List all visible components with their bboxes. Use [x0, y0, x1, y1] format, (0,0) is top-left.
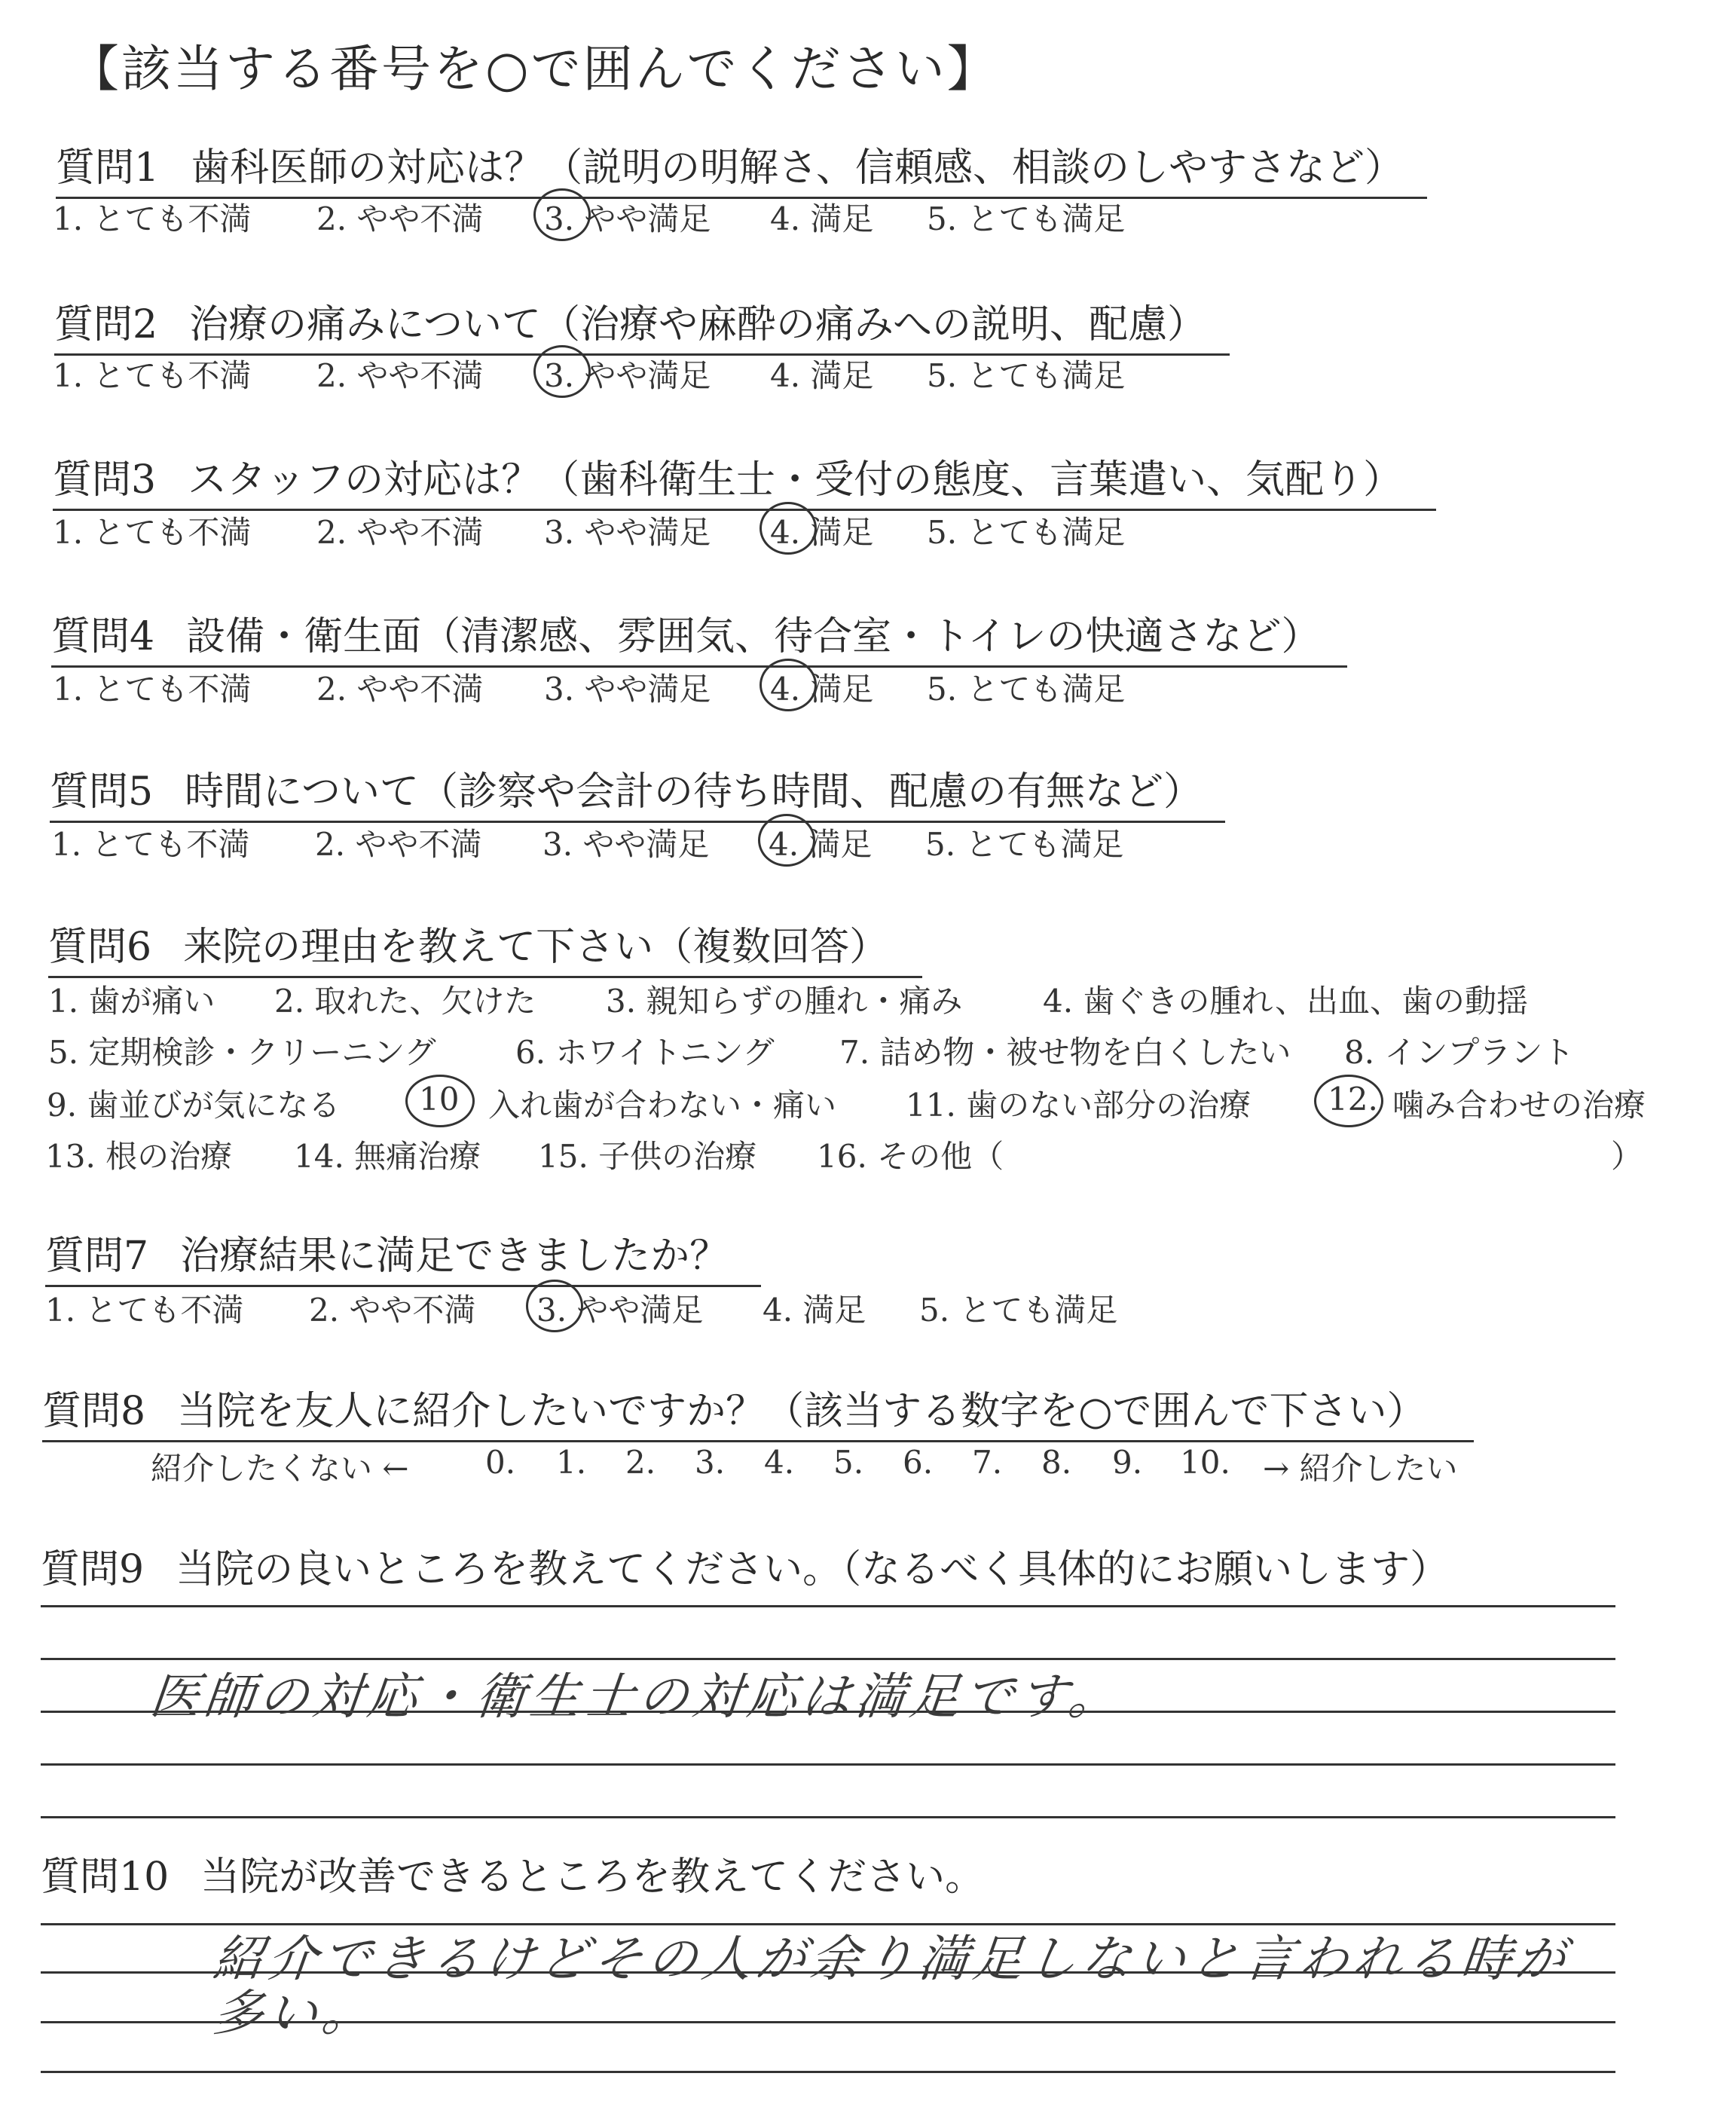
question-6-title	[48, 915, 922, 978]
question-2-title	[54, 292, 1230, 356]
q6-option-10-selected[interactable]: 10	[419, 1081, 460, 1118]
question-5-text: 時間について（診察や会計の待ち時間、配慮の有無など）	[185, 769, 1203, 815]
q3-option-5[interactable]: 5. とても満足	[927, 514, 1126, 551]
q4-option-2[interactable]: 2. やや不満	[316, 671, 484, 708]
nps-1[interactable]: 1.	[556, 1444, 587, 1481]
question-1-number: 質問1	[56, 145, 160, 191]
nps-6[interactable]: 6.	[903, 1444, 934, 1481]
q4-option-5[interactable]: 5. とても満足	[927, 671, 1126, 708]
question-7-number: 質問7	[45, 1234, 149, 1279]
q1-option-2[interactable]: 2. やや不満	[316, 200, 484, 237]
question-8-text: 当院を友人に紹介したいですか？（該当する数字を○で囲んで下さい）	[177, 1389, 1426, 1434]
q6-option-7[interactable]: 7. 詰め物・被せ物を白くしたい	[839, 1034, 1291, 1071]
q6-option-12-selected[interactable]: 12.	[1328, 1081, 1378, 1118]
nps-5[interactable]: 5.	[833, 1444, 864, 1481]
q9-line-5	[41, 1816, 1615, 1818]
question-7-title	[45, 1224, 761, 1287]
q2-option-5[interactable]: 5. とても満足	[927, 357, 1126, 394]
q3-option-1[interactable]: 1. とても不満	[53, 514, 252, 551]
q10-line-4	[41, 2071, 1615, 2073]
question-6-text: 来院の理由を教えて下さい（複数回答）	[183, 925, 889, 970]
nps-right-label: → 紹介したい	[1263, 1450, 1458, 1487]
q6-option-2[interactable]: 2. 取れた、欠けた	[274, 983, 536, 1020]
q10-handwritten-answer-line-2[interactable]: 多い。	[210, 1984, 380, 2042]
q7-option-4[interactable]: 4. 満足	[763, 1292, 866, 1329]
q6-option-6[interactable]: 6. ホワイトニング	[515, 1034, 775, 1071]
q2-option-4[interactable]: 4. 満足	[770, 357, 874, 394]
q6-option-12-label: 噛み合わせの治療	[1392, 1087, 1646, 1124]
q7-option-1[interactable]: 1. とても不満	[45, 1292, 244, 1329]
nps-left-label: 紹介したくない ←	[151, 1450, 409, 1487]
q6-option-9[interactable]: 9. 歯並びが気になる	[47, 1087, 341, 1124]
q9-line-1	[41, 1605, 1615, 1607]
q6-option-14[interactable]: 14. 無痛治療	[294, 1138, 481, 1175]
nps-4[interactable]: 4.	[764, 1444, 795, 1481]
question-6-number: 質問6	[48, 925, 152, 970]
question-5-number: 質問5	[50, 769, 154, 815]
q9-line-4	[41, 1763, 1615, 1766]
q9-handwritten-answer[interactable]: 医師の対応・衛生士の対応は満足です。	[147, 1668, 1126, 1726]
question-3-number: 質問3	[53, 457, 157, 503]
q3-option-4-selected[interactable]: 4. 満足	[770, 508, 873, 553]
q1-option-1[interactable]: 1. とても不満	[53, 200, 252, 237]
q6-option-16[interactable]: 16. その他（	[817, 1138, 1004, 1175]
question-5-title	[50, 760, 1225, 823]
nps-7[interactable]: 7.	[972, 1444, 1003, 1481]
q6-option-13[interactable]: 13. 根の治療	[45, 1138, 233, 1175]
q6-option-5[interactable]: 5. 定期検診・クリーニング	[48, 1034, 436, 1071]
nps-0[interactable]: 0.	[485, 1444, 516, 1481]
q5-option-5[interactable]: 5. とても満足	[925, 826, 1124, 863]
question-4-text: 設備・衛生面（清潔感、雰囲気、待合室・トイレの快適さなど）	[186, 614, 1321, 659]
q1-option-3-selected[interactable]: 3. やや満足	[544, 194, 711, 240]
question-1-title	[56, 136, 1427, 199]
q2-option-3-selected[interactable]: 3. やや満足	[544, 351, 711, 396]
q6-option-3[interactable]: 3. 親知らずの腫れ・痛み	[606, 983, 963, 1020]
nps-9[interactable]: 9.	[1112, 1444, 1143, 1481]
q5-option-3[interactable]: 3. やや満足	[542, 826, 710, 863]
q5-option-4-selected[interactable]: 4. 満足	[769, 820, 872, 865]
question-1-text: 歯科医師の対応は？（説明の明解さ、信頼感、相談のしやすさなど）	[191, 145, 1404, 191]
question-2-text: 治療の痛みについて（治療や麻酔の痛みへの説明、配慮）	[189, 302, 1207, 347]
nps-8[interactable]: 8.	[1041, 1444, 1072, 1481]
q6-option-15[interactable]: 15. 子供の治療	[538, 1138, 757, 1175]
q3-option-3[interactable]: 3. やや満足	[544, 514, 711, 551]
question-8-number: 質問8	[42, 1389, 146, 1434]
q2-option-2[interactable]: 2. やや不満	[316, 357, 484, 394]
question-10-title	[41, 1845, 984, 1906]
q6-option-16-close: ）	[1611, 1138, 1643, 1175]
form-header: 【該当する番号を○で囲んでください】	[69, 40, 999, 98]
q6-option-11[interactable]: 11. 歯のない部分の治療	[906, 1087, 1252, 1124]
q6-option-4[interactable]: 4. 歯ぐきの腫れ、出血、歯の動揺	[1043, 983, 1528, 1020]
question-4-number: 質問4	[51, 614, 155, 659]
question-9-text: 当院の良いところを教えてください。（なるべく具体的にお願いします）	[176, 1547, 1450, 1592]
question-8-title	[42, 1379, 1474, 1442]
question-4-title	[51, 604, 1347, 668]
q7-option-3-selected[interactable]: 3. やや満足	[536, 1286, 703, 1331]
q7-option-5[interactable]: 5. とても満足	[919, 1292, 1118, 1329]
q1-option-5[interactable]: 5. とても満足	[927, 200, 1126, 237]
question-7-text: 治療結果に満足できましたか？	[180, 1234, 729, 1279]
nps-2[interactable]: 2.	[625, 1444, 656, 1481]
q2-option-1[interactable]: 1. とても不満	[53, 357, 252, 394]
question-3-title	[53, 448, 1436, 511]
q4-option-4-selected[interactable]: 4. 満足	[770, 665, 873, 710]
q6-option-1[interactable]: 1. 歯が痛い	[48, 983, 215, 1020]
question-10-number: 質問10	[41, 1855, 170, 1900]
q1-option-4[interactable]: 4. 満足	[770, 200, 874, 237]
nps-3[interactable]: 3.	[695, 1444, 726, 1481]
question-3-text: スタッフの対応は？（歯科衛生士・受付の態度、言葉遣い、気配り）	[188, 457, 1403, 503]
nps-10[interactable]: 10.	[1180, 1444, 1230, 1481]
question-10-text: 当院が改善できるところを教えてください。	[200, 1855, 985, 1900]
q6-option-10-label: 入れ歯が合わない・痛い	[488, 1087, 837, 1124]
q5-option-1[interactable]: 1. とても不満	[51, 826, 250, 863]
question-9-title	[41, 1537, 1449, 1598]
question-9-number: 質問9	[41, 1547, 145, 1592]
q4-option-3[interactable]: 3. やや満足	[544, 671, 711, 708]
q3-option-2[interactable]: 2. やや不満	[316, 514, 484, 551]
q6-option-8[interactable]: 8. インプラント	[1344, 1034, 1575, 1071]
q4-option-1[interactable]: 1. とても不満	[53, 671, 252, 708]
q10-handwritten-answer-line-1[interactable]: 紹介できるけどその人が余り満足しないと言われる時が	[210, 1930, 1573, 1988]
q5-option-2[interactable]: 2. やや不満	[315, 826, 482, 863]
q7-option-2[interactable]: 2. やや不満	[309, 1292, 476, 1329]
question-2-number: 質問2	[54, 302, 158, 347]
